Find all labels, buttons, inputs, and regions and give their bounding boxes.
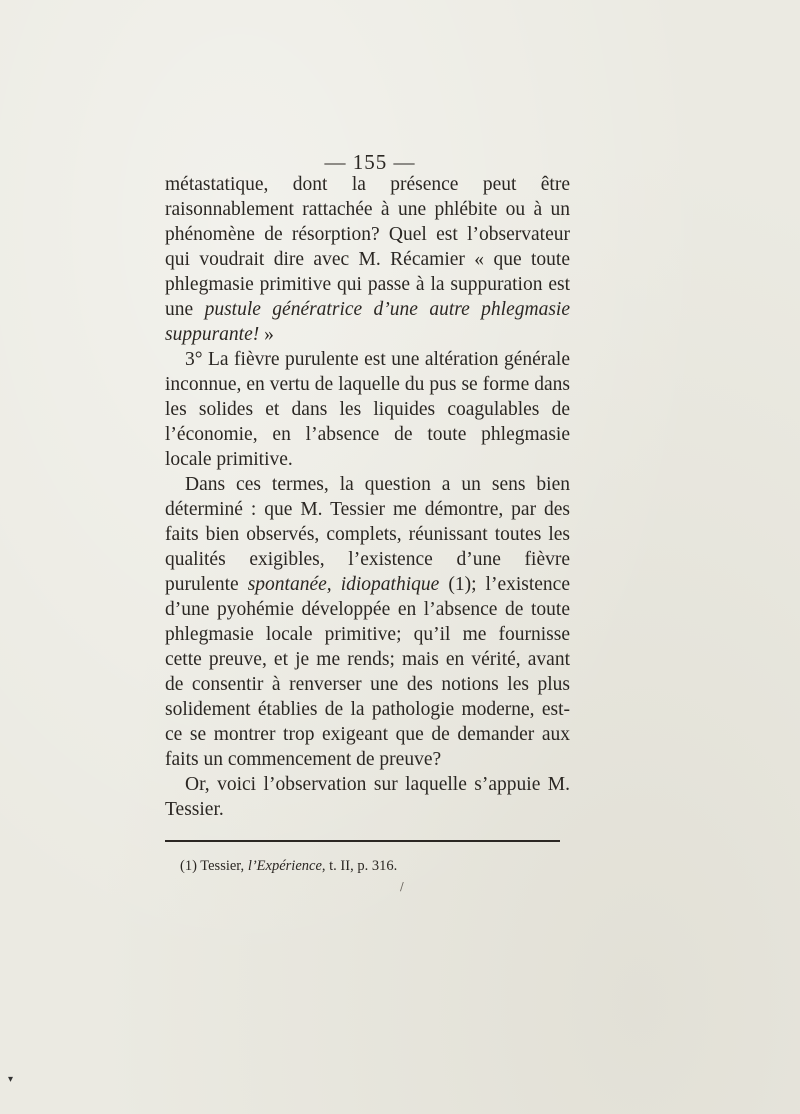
footnote-details: , t. II, p. 316. <box>321 858 398 874</box>
footnote-marker: (1) Tessier, <box>180 858 248 874</box>
paragraph-text: 3° La fièvre purulente est une altération générale inconnue, en vertu de laquelle du pus se forme dans les solides et dans les liquides coagulables de l’économie, en l’absence de toute phlegmasie locale primitive. <box>165 349 570 470</box>
footnote <box>180 858 560 875</box>
paragraph-4 <box>165 772 570 822</box>
corner-mark: ▾ <box>8 1074 14 1085</box>
paragraph-1 <box>165 172 570 347</box>
italic-text: spontanée, idiopathique <box>247 574 440 595</box>
body-text <box>165 172 570 822</box>
page-number: — 155 — <box>324 150 416 174</box>
footnote-divider <box>165 840 560 842</box>
paragraph-text: métastatique, dont la présence peut être raisonnablement rattachée à une phlébite ou à un phénomène de résorption? Quel est l’observateur qui voudrait dire avec M. Récamier « que toute phlegmasie primitive qui passe à la suppuration est une <box>165 174 570 320</box>
italic-text: pustule génératrice d’une autre phlegmasie suppurante! <box>165 299 571 345</box>
paragraph-3 <box>165 472 570 772</box>
stray-mark: / <box>400 880 404 893</box>
paragraph-2 <box>165 347 570 472</box>
paragraph-text: Or, voici l’observation sur laquelle s’appuie M. Tessier. <box>165 774 570 820</box>
paragraph-text: (1); l’existence d’une pyohémie développée en l’absence de toute phlegmasie locale primitive; qu’il me fournisse cette preuve, et je me rends; mais en vérité, avant de consentir à renverser une des notions les plus solidement établies de la pathologie moderne, est-ce se montrer trop exigeant que de demander aux faits un commencement de preuve? <box>165 574 570 770</box>
footnote-source: l’Expérience <box>247 858 322 874</box>
paragraph-text: » <box>259 324 274 345</box>
paragraph-text: Dans ces termes, la question a un sens bien déterminé : que M. Tessier me démontre, par des faits bien observés, complets, réunissant toutes les qualités exigibles, l’existence d’une fièvre purulente <box>165 474 570 595</box>
